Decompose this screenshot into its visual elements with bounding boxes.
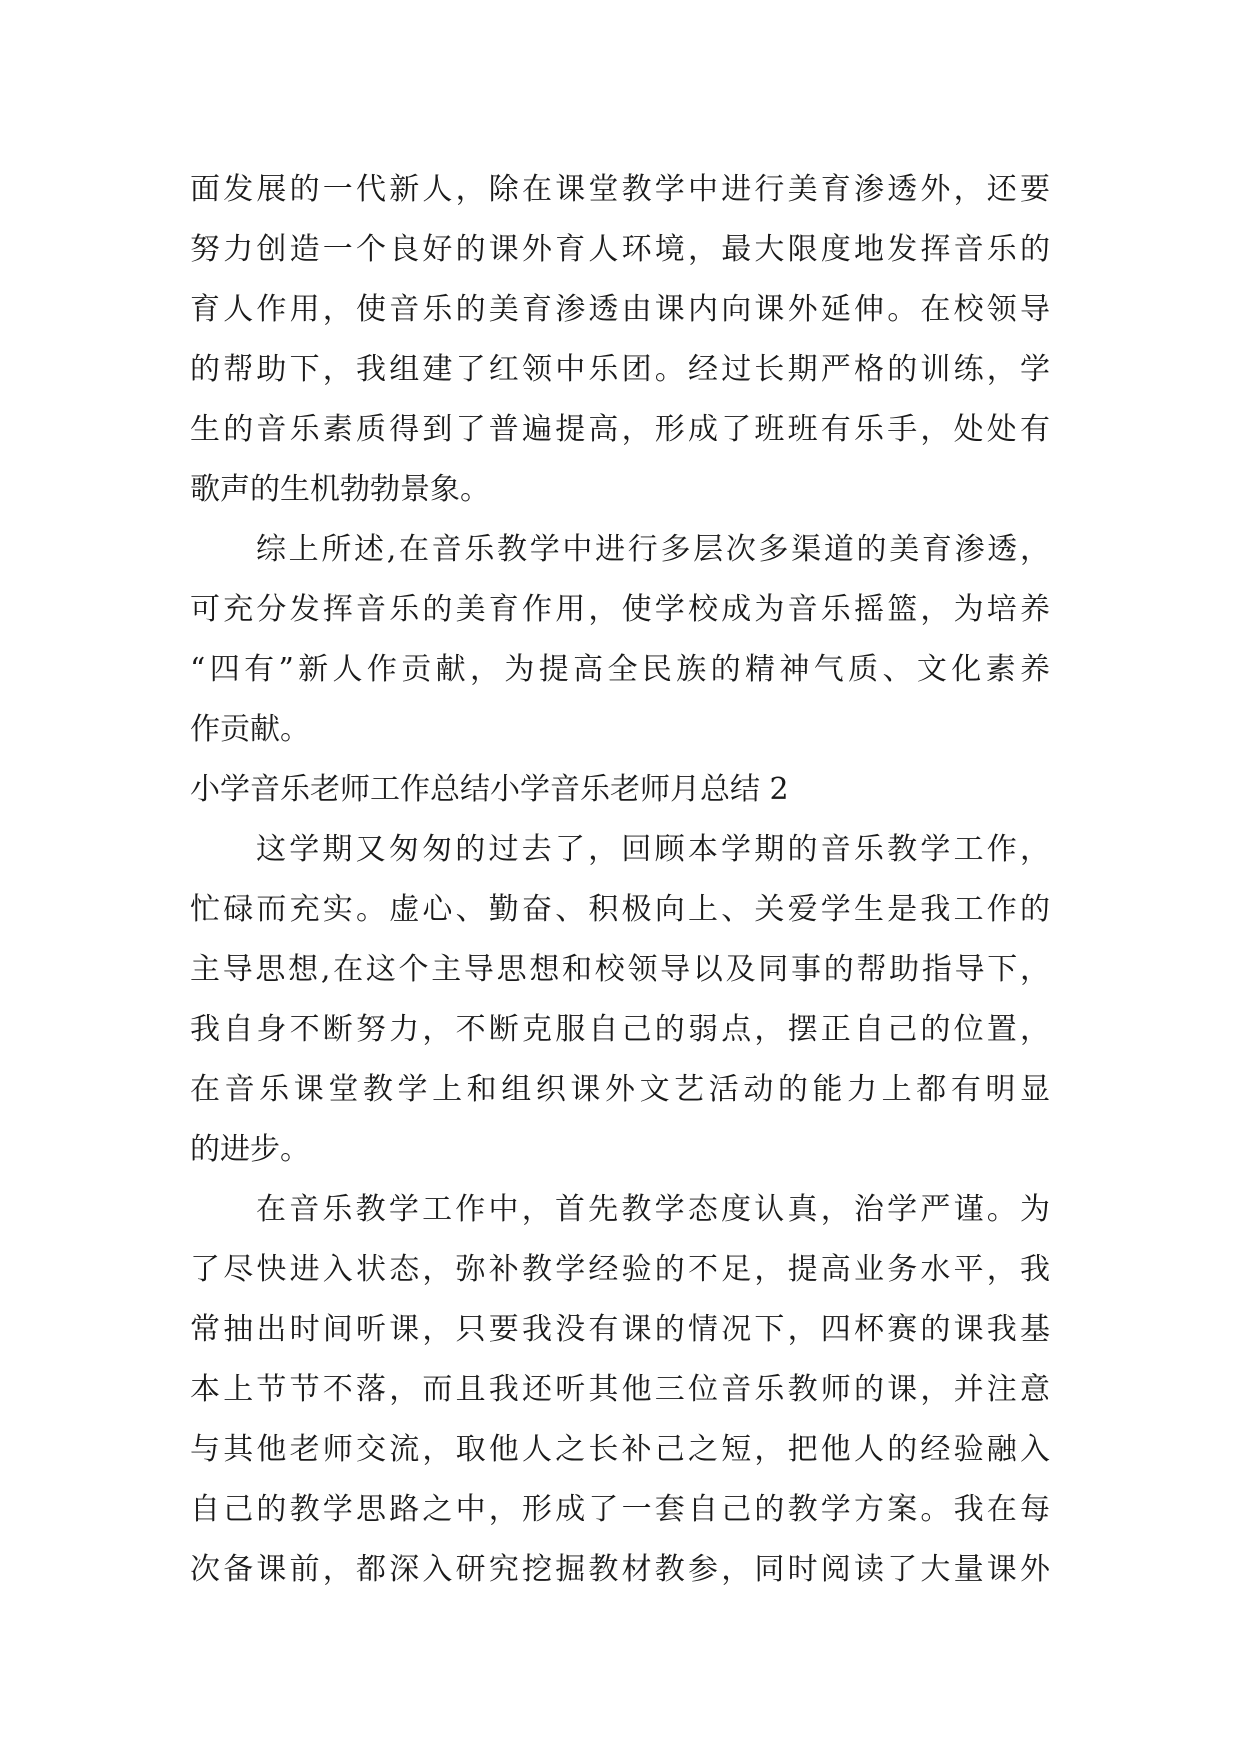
text-line: 面发展的一代新人，除在课堂教学中进行美育渗透外，还要 <box>190 172 1050 207</box>
paragraph-aesthetic-education <box>190 160 1050 520</box>
text-line: 生的音乐素质得到了普遍提高，形成了班班有乐手，处处有 <box>190 412 1050 447</box>
paragraph-conclusion <box>190 520 1050 760</box>
document-page <box>190 160 1050 1600</box>
section-heading <box>190 760 1050 820</box>
text-line: 作贡献。 <box>190 712 310 747</box>
text-line: 主导思想,在这个主导思想和校领导以及同事的帮助指导下， <box>190 952 1050 987</box>
text-line: 了尽快进入状态，弥补教学经验的不足，提高业务水平，我 <box>190 1252 1050 1287</box>
text-line: 在音乐课堂教学上和组织课外文艺活动的能力上都有明显 <box>190 1072 1050 1107</box>
paragraph-teaching-work <box>190 1180 1050 1600</box>
text-line: 我自身不断努力，不断克服自己的弱点，摆正自己的位置， <box>190 1012 1050 1047</box>
text-line: 歌声的生机勃勃景象。 <box>190 472 490 507</box>
text-line: 综上所述,在音乐教学中进行多层次多渠道的美育渗透， <box>256 532 1050 567</box>
text-line: 与其他老师交流，取他人之长补己之短，把他人的经验融入 <box>190 1432 1050 1467</box>
text-line: 努力创造一个良好的课外育人环境，最大限度地发挥音乐的 <box>190 232 1050 267</box>
text-line: “四有”新人作贡献，为提高全民族的精神气质、文化素养 <box>190 652 1050 687</box>
heading-text: 小学音乐老师工作总结小学音乐老师月总结 2 <box>190 772 789 807</box>
text-line: 忙碌而充实。虚心、勤奋、积极向上、关爱学生是我工作的 <box>190 892 1050 927</box>
text-line: 在音乐教学工作中，首先教学态度认真，治学严谨。为 <box>256 1192 1050 1227</box>
text-line: 这学期又匆匆的过去了，回顾本学期的音乐教学工作， <box>256 832 1050 867</box>
text-line: 常抽出时间听课，只要我没有课的情况下，四杯赛的课我基 <box>190 1312 1050 1347</box>
text-line: 次备课前，都深入研究挖掘教材教参，同时阅读了大量课外 <box>190 1552 1050 1587</box>
text-line: 的进步。 <box>190 1132 310 1167</box>
text-line: 自己的教学思路之中，形成了一套自己的教学方案。我在每 <box>190 1492 1050 1527</box>
paragraph-semester-review <box>190 820 1050 1180</box>
text-line: 可充分发挥音乐的美育作用，使学校成为音乐摇篮，为培养 <box>190 592 1050 627</box>
text-line: 的帮助下，我组建了红领中乐团。经过长期严格的训练，学 <box>190 352 1050 387</box>
text-line: 育人作用，使音乐的美育渗透由课内向课外延伸。在校领导 <box>190 292 1050 327</box>
text-line: 本上节节不落，而且我还听其他三位音乐教师的课，并注意 <box>190 1372 1050 1407</box>
